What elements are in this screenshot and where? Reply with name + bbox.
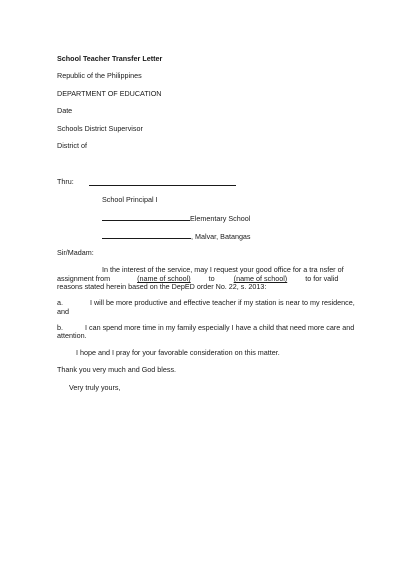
reason-b-line-1: I can spend more time in my family especially I have a child that need more care and [85, 323, 355, 332]
department-line: DEPARTMENT OF EDUCATION [57, 89, 162, 98]
location-blank [102, 231, 191, 239]
salutation: Sir/Madam: [57, 248, 94, 257]
reason-a-line-1: I will be more productive and effective teacher if my station is near to my residence, [90, 298, 355, 307]
school-line [102, 213, 250, 224]
thru-blank-line [89, 178, 236, 186]
body-line-3: reasons stated herein based on the DepED order No. 22, s. 2013: [57, 282, 267, 291]
date-label: Date [57, 106, 73, 115]
signoff: Very truly yours, [69, 383, 121, 392]
letter-title: School Teacher Transfer Letter [57, 54, 163, 63]
thanks-line: Thank you very much and God bless. [57, 365, 177, 374]
location-line [102, 231, 251, 242]
thru-label: Thru: [57, 177, 74, 186]
school-blank [102, 213, 190, 221]
to-text: to [208, 274, 215, 283]
reason-a-line-2: and [57, 307, 69, 316]
reason-a-marker: a. [57, 298, 63, 307]
closing-hope: I hope and I pray for your favorable consideration on this matter. [76, 348, 280, 357]
for-valid-text: to for valid [305, 274, 339, 283]
district-line: District of [57, 141, 87, 150]
from-school-field: (name of school) [137, 274, 191, 283]
location-suffix: , Malvar, Batangas [191, 232, 251, 241]
school-suffix: Elementary School [190, 214, 251, 223]
reason-b-marker: b. [57, 323, 63, 332]
reason-b-line-2: attention. [57, 331, 87, 340]
to-school-field: (name of school) [233, 274, 288, 283]
body-line-1: In the interest of the service, may I request your good office for a tra nsfer of [102, 265, 344, 274]
assignment-from-text: assignment from [57, 274, 111, 283]
principal-line: School Principal I [102, 195, 158, 204]
country-line: Republic of the Philippines [57, 71, 142, 80]
supervisor-line: Schools District Supervisor [57, 124, 143, 133]
